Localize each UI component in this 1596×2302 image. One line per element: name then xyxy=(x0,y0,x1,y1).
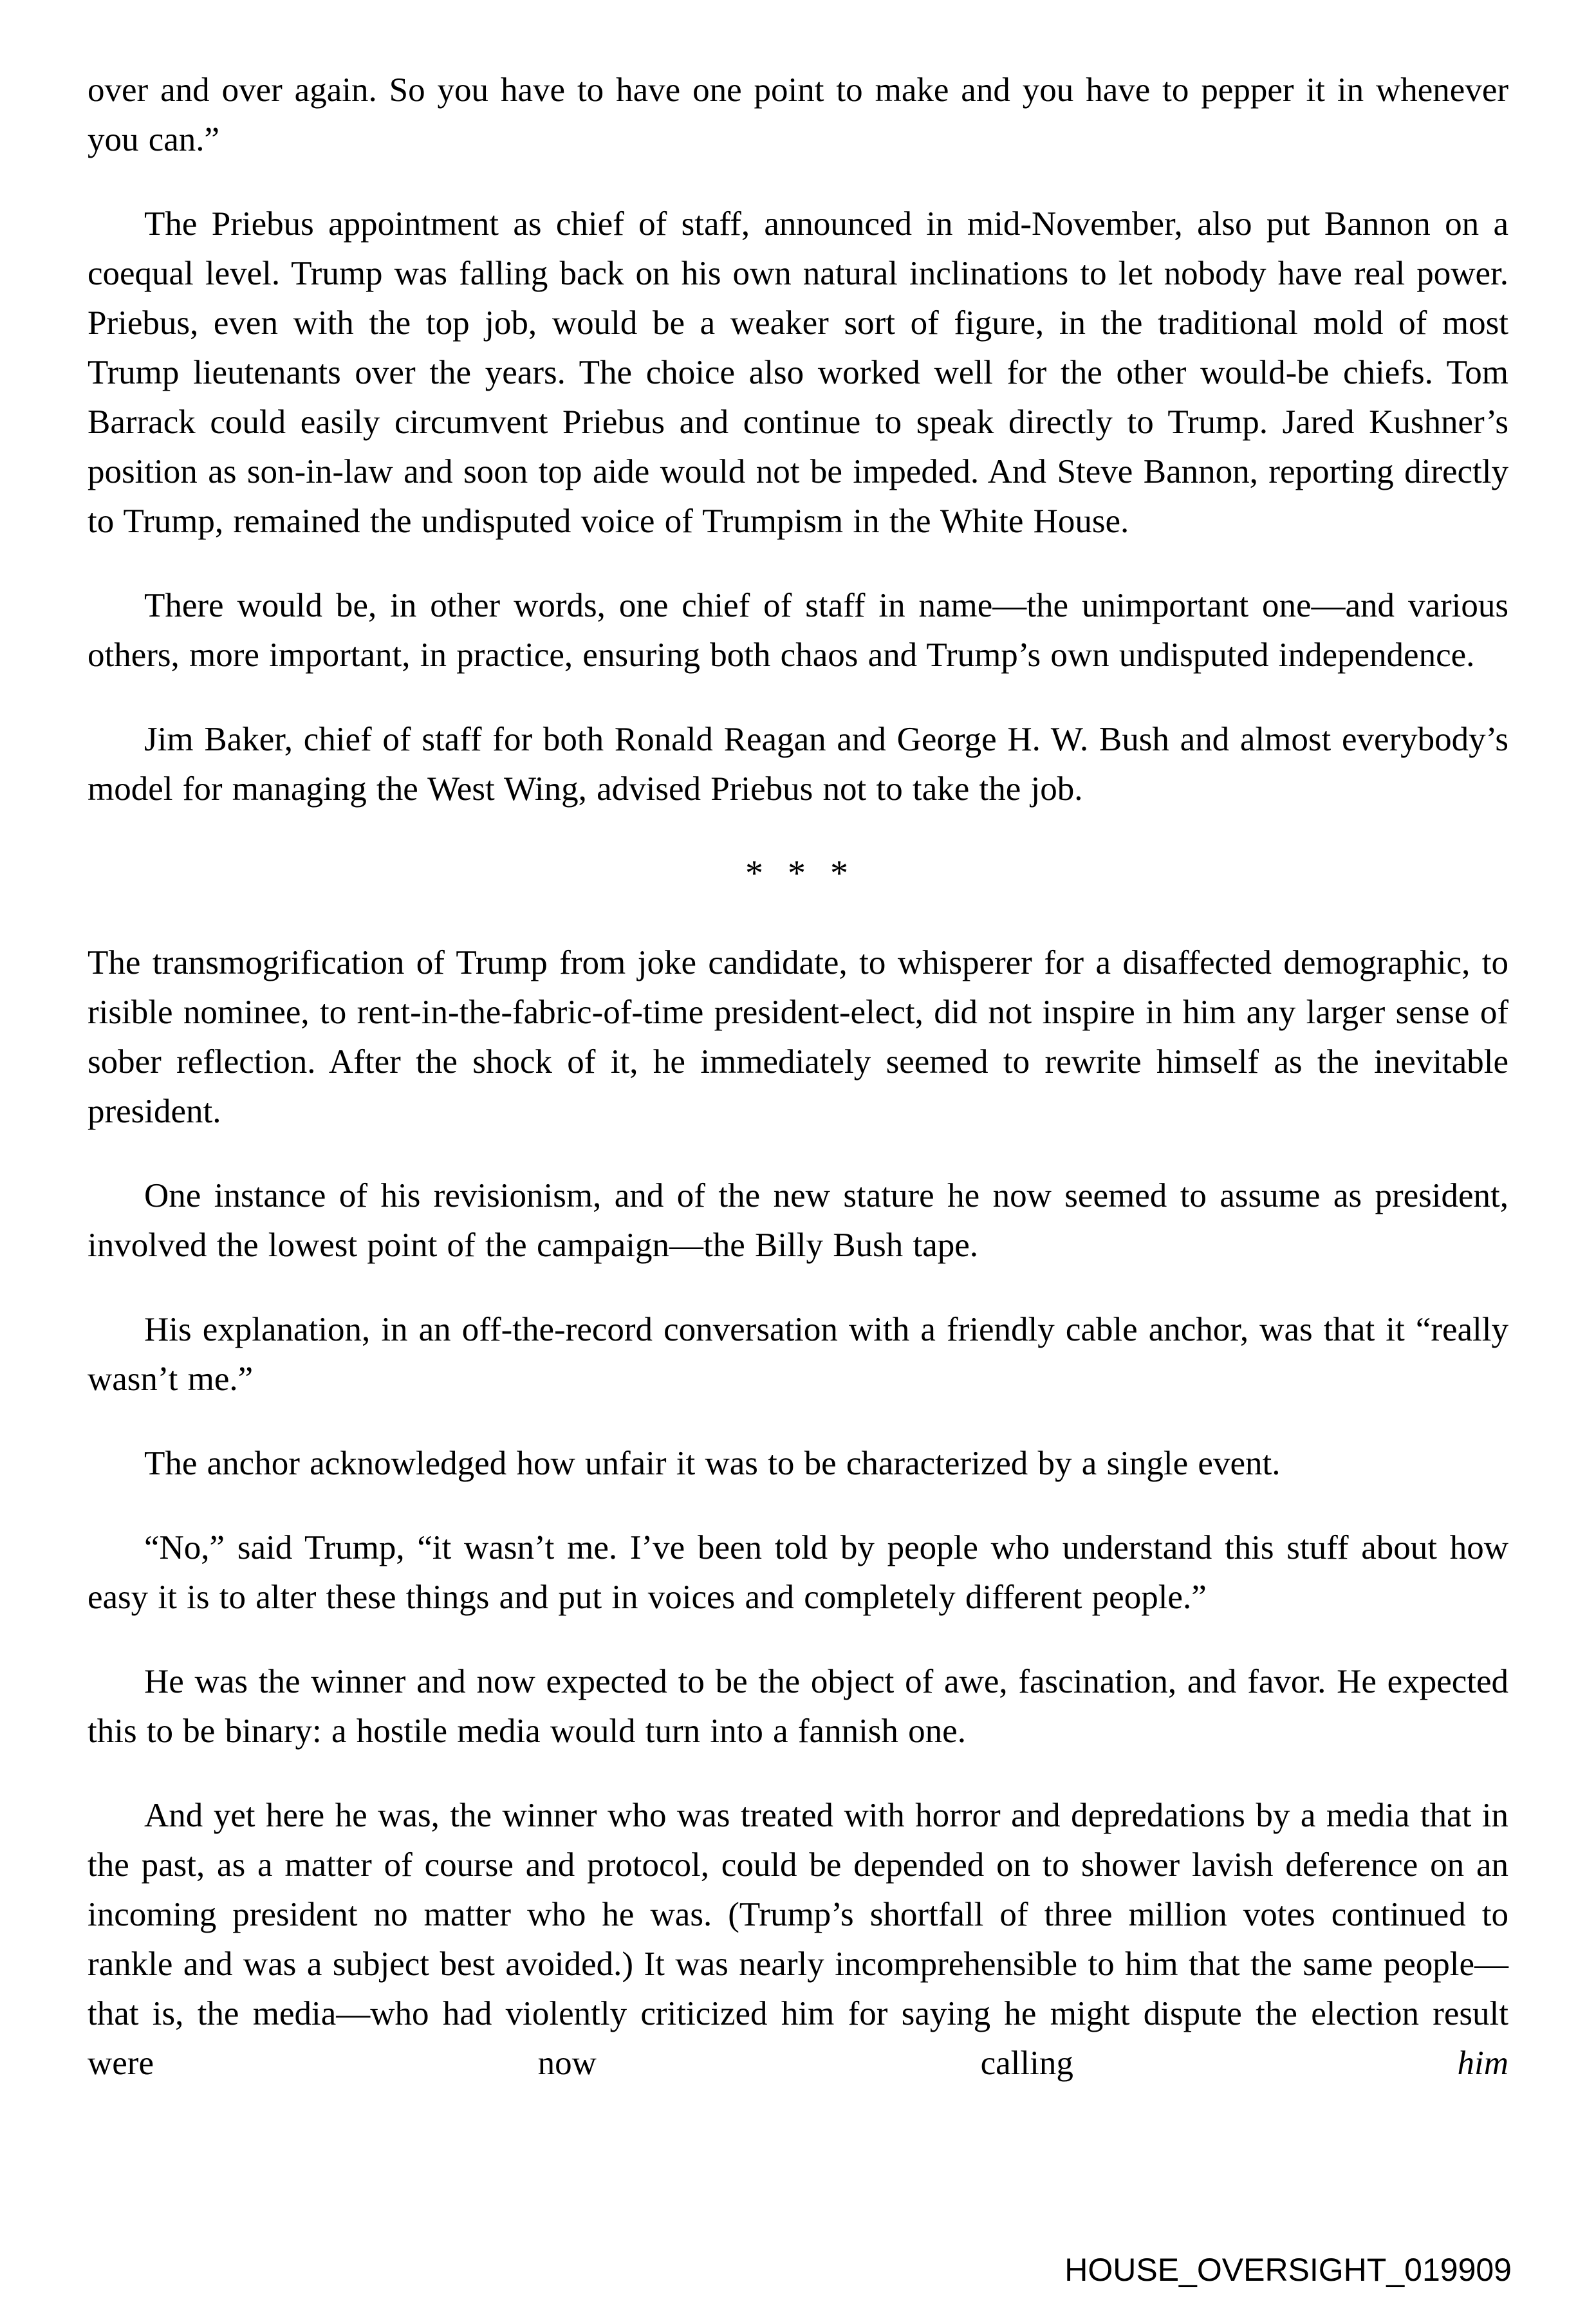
paragraph-text: And yet here he was, the winner who was treated with horror and depredations by a media that in the past, as a matter of course and protocol, could be depended on to shower lavish deference on an incoming president no matter who he was. (Trump’s shortfall of three million votes continued to rankle and was a subject best avoided.) It was nearly incomprehensible to him that the same people—that is, the media—who had violently criticized him for saying he might dispute the election result were now calling xyxy=(88,1797,1508,2082)
section-break: * * * xyxy=(745,853,851,893)
body-paragraph: over and over again. So you have to have one point to make and you have to pepper it in whenever you can.” xyxy=(88,71,1508,158)
body-paragraph: One instance of his revisionism, and of the new stature he now seemed to assume as president, involved the lowest point of the campaign—the Billy Bush tape. xyxy=(88,1177,1508,1264)
body-paragraph: Jim Baker, chief of staff for both Ronald Reagan and George H. W. Bush and almost everybody’s model for managing the West Wing, advised Priebus not to take the job. xyxy=(88,721,1508,808)
bates-stamp: HOUSE_OVERSIGHT_019909 xyxy=(1064,2252,1512,2288)
italic-continuation-word: him xyxy=(1457,2045,1508,2082)
body-paragraph: There would be, in other words, one chief of staff in name—the unimportant one—and various others, more important, in practice, ensuring both chaos and Trump’s own undisputed independence. xyxy=(88,587,1508,674)
text-column xyxy=(88,66,1508,2123)
body-paragraph: His explanation, in an off-the-record conversation with a friendly cable anchor, was that it “really wasn’t me.” xyxy=(88,1311,1508,1398)
body-paragraph: The transmogrification of Trump from joke candidate, to whisperer for a disaffected demographic, to risible nominee, to rent-in-the-fabric-of-time president-elect, did not inspire in him any larger sense of sober reflection. After the shock of it, he immediately seemed to rewrite himself as the inevitable president. xyxy=(88,944,1508,1130)
body-paragraph: The Priebus appointment as chief of staff, announced in mid-November, also put Bannon on a coequal level. Trump was falling back on his own natural inclinations to let nobody have real power. Priebus, even with the top job, would be a weaker sort of figure, in the traditional mold of most Trump lieutenants over the years. The choice also worked well for the other would-be chiefs. Tom Barrack could easily circumvent Priebus and continue to speak directly to Trump. Jared Kushner’s position as son-in-law and soon top aide would not be impeded. And Steve Bannon, reporting directly to Trump, remained the undisputed voice of Trumpism in the White House. xyxy=(88,205,1508,540)
body-paragraph: The anchor acknowledged how unfair it was to be characterized by a single event. xyxy=(144,1445,1281,1482)
body-paragraph: “No,” said Trump, “it wasn’t me. I’ve been told by people who understand this stuff about how easy it is to alter these things and put in voices and completely different people.” xyxy=(88,1529,1508,1616)
body-paragraph: He was the winner and now expected to be the object of awe, fascination, and favor. He expected this to be binary: a hostile media would turn into a fannish one. xyxy=(88,1663,1508,1750)
body-paragraph xyxy=(88,1791,1508,2088)
